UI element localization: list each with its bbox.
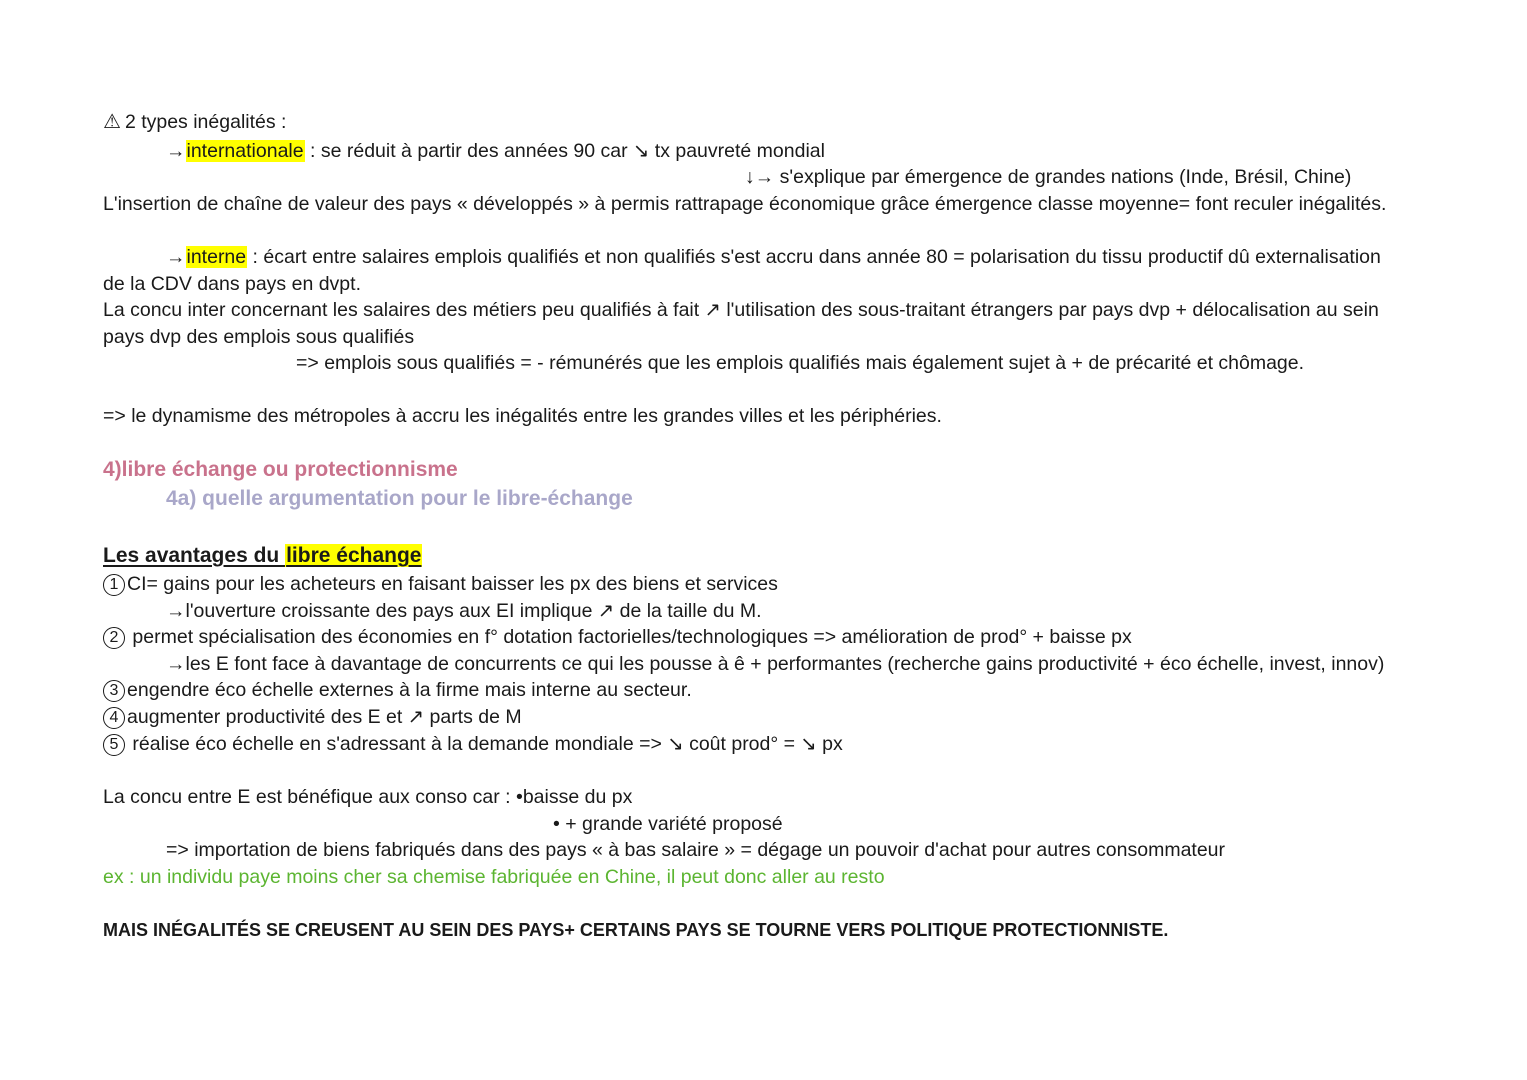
international-paragraph: L'insertion de chaîne de valeur des pays « développés » à permis rattrapage économique grâce émergence classe moyenne= font reculer inégalités. [103, 193, 1387, 215]
section-heading: 4)libre échange ou protectionnisme [103, 458, 458, 481]
advantage-item-2: 2 permet spécialisation des économies en f° dotation factorielles/technologiques => amélioration de prod° + baisse px [103, 624, 1132, 650]
circled-number: 2 [103, 627, 125, 649]
conclusion-line: MAIS INÉGALITÉS SE CREUSENT AU SEIN DES PAYS+ CERTAINS PAYS SE TOURNE VERS POLITIQUE PROTECTIONNISTE. [103, 920, 1169, 940]
concurrence-paragraph-1: La concu inter concernant les salaires des métiers peu qualifiés à fait ↗ l'utilisation des sous-traitant étrangers par pays dvp + délocalisation au sein [103, 299, 1379, 321]
international-line: →internationale : se réduit à partir des années 90 car ↘ tx pauvreté mondial [166, 140, 825, 162]
inequality-types-title: ⚠ 2 types inégalités : [103, 111, 287, 133]
subsection-heading: 4a) quelle argumentation pour le libre-échange [166, 487, 633, 510]
highlight-internationale: internationale [186, 140, 304, 162]
conso-line-2: • + grande variété proposé [553, 813, 783, 835]
concurrence-result: => emplois sous qualifiés = - rémunérés que les emplois qualifiés mais également sujet à + de précarité et chômage. [296, 352, 1305, 374]
circled-number: 3 [103, 680, 125, 702]
conso-line-1: La concu entre E est bénéfique aux conso car : •baisse du px [103, 786, 633, 808]
arrow-icon: → [166, 140, 186, 162]
concurrence-paragraph-2: pays dvp des emplois sous qualifiés [103, 326, 415, 348]
highlight-libre-echange: libre échange [286, 544, 422, 567]
warning-icon: ⚠ [103, 111, 121, 133]
advantage-item-1: 1 CI= gains pour les acheteurs en faisant baisser les px des biens et services [103, 571, 778, 597]
advantage-item-5: 5 réalise éco échelle en s'adressant à la demande mondiale => ↘ coût prod° = ↘ px [103, 731, 843, 757]
avantages-heading: Les avantages du libre échange [103, 544, 422, 567]
advantage-subitem-2: →les E font face à davantage de concurrents ce qui les pousse à ê + performantes (recherche gains productivité + éco échelle, invest, innov) [166, 653, 1385, 675]
example-line: ex : un individu paye moins cher sa chemise fabriquée en Chine, il peut donc aller au resto [103, 866, 885, 888]
metropoles-line: => le dynamisme des métropoles à accru les inégalités entre les grandes villes et les périphéries. [103, 405, 942, 427]
advantage-item-4: 4 augmenter productivité des E et ↗ parts de M [103, 704, 522, 730]
circled-number: 1 [103, 574, 125, 596]
highlight-interne: interne [186, 246, 247, 268]
circled-number: 4 [103, 707, 125, 729]
conso-line-3: => importation de biens fabriqués dans des pays « à bas salaire » = dégage un pouvoir d'achat pour autres consommateur [166, 839, 1226, 861]
interne-line-2: de la CDV dans pays en dvpt. [103, 273, 361, 295]
circled-number: 5 [103, 734, 125, 756]
international-explanation: ↓→ s'explique par émergence de grandes nations (Inde, Brésil, Chine) [745, 166, 1352, 188]
interne-line: →interne : écart entre salaires emplois qualifiés et non qualifiés s'est accru dans année 80 = polarisation du tissu productif dû externalisation [166, 246, 1381, 268]
arrow-icon: → [166, 246, 186, 268]
advantage-item-3: 3 engendre éco échelle externes à la firme mais interne au secteur. [103, 677, 692, 703]
advantage-subitem-1: →l'ouverture croissante des pays aux EI implique ↗ de la taille du M. [166, 600, 762, 622]
